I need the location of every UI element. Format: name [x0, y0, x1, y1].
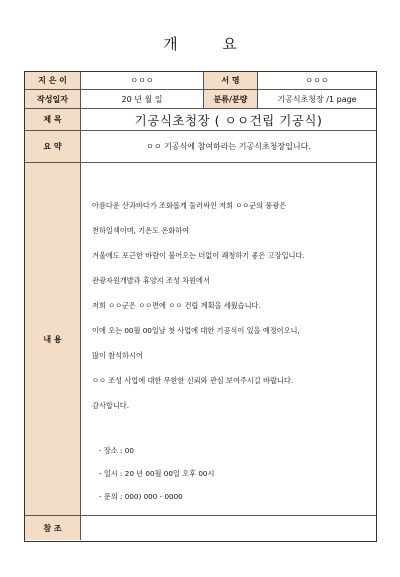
reference-row: [25, 516, 376, 540]
summary-label: 요 약: [25, 131, 81, 162]
content-row: [25, 163, 376, 516]
summary-form: [24, 71, 377, 542]
content-line: 천하일색이며, 기온도 온화하여: [92, 226, 190, 235]
date-value: 20 년 월 일: [81, 90, 204, 108]
content-line: 겨울에도 포근한 바람이 불어오는 더없이 쾌청하기 좋은 고장입니다.: [92, 251, 305, 260]
detail-datetime: - 일시 : 20 년 00월 00일 오후 00시: [99, 469, 215, 478]
content-body: [81, 163, 376, 515]
title-value: 기공식초청장 ( ㅇㅇ건립 기공식): [134, 112, 323, 128]
category-label: 분류/분량: [204, 90, 258, 108]
title-row: [25, 109, 376, 131]
content-label: 내 용: [25, 163, 81, 515]
content-line: 많이 참석하시어: [92, 351, 143, 360]
content-line: 이에 오는 00월 00일날 첫 사업에 대한 기공식이 있을 예정이오니,: [92, 326, 300, 335]
detail-contact: - 문의 : 000) 000 - 0000: [99, 492, 183, 501]
summary-row: [25, 131, 376, 163]
title-label: 제 목: [25, 109, 81, 130]
detail-location: - 장소 : 00: [99, 446, 134, 455]
reference-value: [81, 516, 376, 540]
category-value: 기공식초청장 /1 page: [277, 94, 357, 104]
signature-value: ㅇㅇㅇ: [305, 76, 329, 85]
content-line: 저희 ㅇㅇ군은 ㅇㅇ면에 ㅇㅇ 건립 계획을 세웠습니다.: [92, 301, 261, 310]
document-title: 개 요: [163, 35, 257, 53]
content-line: 관광자원개발과 휴양지 조성 차원에서: [92, 276, 210, 285]
date-label: 작성일자: [25, 90, 81, 108]
author-value: ㅇㅇㅇ: [81, 72, 204, 89]
content-line: ㅇㅇ 조성 사업에 대한 무한한 신뢰와 관심 보여주시길 바랍니다.: [92, 376, 294, 385]
content-line: 감사합니다.: [92, 401, 130, 410]
date-row: [25, 90, 376, 109]
author-label: 지 은 이: [25, 72, 81, 89]
signature-label: 서 명: [204, 72, 258, 89]
content-line: 아름다운 산과바다가 조화롭게 둘러싸인 저희 ㅇㅇ군의 풍광은: [92, 201, 287, 210]
reference-label: 참 조: [25, 516, 81, 540]
summary-value: ㅇㅇ 기공식에 참여하라는 기공식초청장입니다.: [146, 142, 311, 151]
author-row: [25, 72, 376, 90]
